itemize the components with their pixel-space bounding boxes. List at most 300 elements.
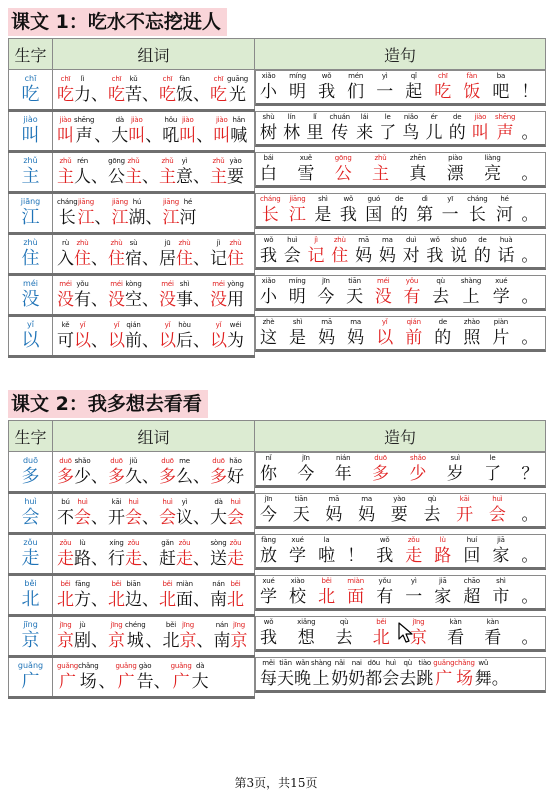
hanzi: 没 <box>374 286 392 307</box>
punctuation: 、 <box>142 508 159 528</box>
pinyin: dà <box>115 116 124 124</box>
ruby-char <box>348 658 365 690</box>
punctuation: 、 <box>193 249 210 269</box>
hanzi: 住 <box>108 249 125 269</box>
punctuation: 、 <box>142 290 159 310</box>
pinyin: méi <box>161 280 174 288</box>
pinyin: yǐ <box>215 321 222 329</box>
highlighted-char <box>289 194 306 226</box>
ruby-char <box>137 661 154 693</box>
ruby-char <box>317 276 334 308</box>
hanzi: 想 <box>297 627 315 648</box>
hanzi: 开 <box>108 508 125 528</box>
character-cell <box>9 70 53 111</box>
pinyin: chǎng <box>454 658 475 667</box>
ruby-char <box>159 538 176 570</box>
pinyin: shì <box>496 576 506 585</box>
character-pinyin: jiāng <box>20 197 41 206</box>
highlighted-char <box>108 456 125 488</box>
ruby-char <box>289 576 306 608</box>
hanzi: 吼 <box>162 126 180 146</box>
pinyin: huì <box>77 498 88 506</box>
pinyin: jiào <box>215 116 228 124</box>
hanzi: 走 <box>405 545 423 566</box>
highlighted-char <box>125 497 142 529</box>
hanzi: 送 <box>210 549 227 569</box>
pinyin: yì <box>381 72 388 80</box>
punctuation: 。 <box>521 163 539 184</box>
ruby-char <box>176 497 193 529</box>
header-character: 生字 <box>9 39 53 70</box>
hanzi: 的 <box>448 122 466 143</box>
pinyin: le <box>489 454 496 462</box>
pinyin: yǒu <box>378 576 391 585</box>
ruby-char <box>376 535 393 567</box>
ruby-char <box>260 576 277 608</box>
pinyin: jīng <box>59 621 72 629</box>
character-pinyin: zǒu <box>23 538 38 547</box>
pinyin: kòng <box>125 280 142 288</box>
hanzi: 没 <box>57 290 74 310</box>
ruby-char <box>289 71 306 103</box>
pinyin: huì <box>287 235 298 244</box>
pinyin: hé <box>183 198 193 206</box>
highlighted-char <box>472 112 489 144</box>
hanzi: 告 <box>136 672 154 692</box>
pinyin: piào <box>448 153 463 162</box>
pinyin: jīng <box>181 621 194 629</box>
pinyin: kāi <box>459 494 470 503</box>
pinyin: chī <box>162 74 173 83</box>
highlighted-char <box>162 197 179 229</box>
pinyin: jīn <box>301 454 310 462</box>
header-words: 组词 <box>53 421 255 452</box>
hanzi: 吃 <box>159 84 176 105</box>
character-cell <box>9 657 53 698</box>
pinyin: wǒ <box>263 617 274 626</box>
highlighted-char <box>57 115 74 147</box>
highlighted-char <box>489 494 506 526</box>
ruby-char <box>125 320 142 352</box>
pinyin: ba <box>496 72 506 80</box>
punctuation: 。 <box>521 504 539 525</box>
highlighted-char <box>405 535 422 567</box>
ruby-char <box>57 320 74 352</box>
hanzi: 我 <box>260 245 277 266</box>
pinyin: piàn <box>493 317 509 326</box>
hanzi: 对 <box>402 245 420 266</box>
ruby-char <box>463 535 480 567</box>
ruby-char <box>260 276 277 308</box>
ruby-char <box>74 538 91 570</box>
highlighted-char <box>433 658 454 690</box>
hanzi: 以 <box>376 327 394 348</box>
highlighted-char <box>108 620 125 652</box>
ruby-char <box>447 617 464 649</box>
pinyin: wéi <box>229 321 242 329</box>
pinyin: guó <box>367 194 381 203</box>
pinyin: mén <box>348 72 364 80</box>
hanzi: 吃 <box>210 84 227 105</box>
character: 没 <box>21 289 40 310</box>
punctuation: 、 <box>193 590 210 610</box>
hanzi: 主 <box>210 167 227 187</box>
ruby-char <box>260 112 277 144</box>
punctuation: 、 <box>91 167 108 187</box>
character-cell <box>9 534 53 575</box>
punctuation: 、 <box>142 84 159 105</box>
hanzi: 城 <box>126 631 144 651</box>
punctuation: 、 <box>91 249 108 269</box>
pinyin: zhēn <box>409 153 426 162</box>
ruby-char <box>347 71 364 103</box>
pinyin: jì <box>314 235 318 244</box>
pinyin: jiāng <box>289 194 306 203</box>
hanzi: 边 <box>125 590 142 610</box>
words-cell <box>53 316 255 357</box>
highlighted-char <box>128 115 145 147</box>
hanzi: 今 <box>297 464 315 484</box>
character: 北 <box>21 589 40 610</box>
pinyin: zhù <box>110 239 123 247</box>
pinyin: huí <box>466 535 477 544</box>
pinyin: miàn <box>176 580 193 588</box>
ruby-char <box>306 112 323 144</box>
pinyin: zhù <box>76 239 89 247</box>
pinyin: jū <box>164 239 171 247</box>
page-footer: 第3页，共15页 <box>234 776 318 790</box>
hanzi: 公 <box>334 163 352 184</box>
pinyin: duō <box>161 456 174 465</box>
table-row <box>9 534 546 575</box>
hanzi: 雪 <box>297 163 315 184</box>
hanzi: 吃 <box>57 84 74 105</box>
ruby-char <box>336 617 353 649</box>
ruby-char <box>426 235 443 267</box>
hanzi: 久 <box>125 466 142 487</box>
hanzi: 记 <box>307 245 325 266</box>
pinyin: jiào <box>59 116 72 124</box>
hanzi: 我 <box>339 204 357 225</box>
pinyin: jiào <box>474 112 487 121</box>
hanzi: 有 <box>403 286 421 307</box>
pinyin: kě <box>61 321 70 329</box>
pinyin: biān <box>126 580 141 588</box>
character: 叫 <box>21 125 40 146</box>
highlighted-char <box>159 320 176 352</box>
ruby-char <box>57 197 77 229</box>
hanzi: 会 <box>125 508 142 528</box>
pinyin: huì <box>162 498 173 506</box>
pinyin: lù <box>439 535 446 544</box>
hanzi: 片 <box>492 327 510 348</box>
hanzi: 意 <box>176 167 193 187</box>
highlighted-char <box>331 235 348 267</box>
pinyin: niǎo <box>403 112 418 121</box>
pinyin: jì <box>216 239 221 247</box>
hanzi: 大 <box>210 508 227 528</box>
highlighted-char <box>210 279 227 311</box>
hanzi: 北 <box>108 590 125 610</box>
pinyin: xué <box>262 576 275 585</box>
pinyin: fāng <box>75 580 90 588</box>
ruby-char <box>314 194 331 226</box>
hanzi: 力 <box>74 84 91 105</box>
ruby-char <box>434 317 451 349</box>
hanzi: 会 <box>488 504 506 525</box>
hanzi: 亮 <box>484 163 502 184</box>
hanzi: 会 <box>382 668 400 689</box>
punctuation: 、 <box>142 249 159 269</box>
hanzi: 妈 <box>358 504 376 525</box>
hanzi: 明 <box>289 82 307 102</box>
sentence-cell <box>255 575 546 611</box>
ruby-char <box>162 620 179 652</box>
pinyin: méi <box>110 280 123 288</box>
sentence-cell <box>255 657 546 693</box>
character-cell <box>9 275 53 316</box>
pinyin: wǒ <box>263 235 274 244</box>
hanzi: 以 <box>108 331 125 351</box>
words-cell <box>53 616 255 657</box>
ruby-char <box>365 194 382 226</box>
hanzi: 上 <box>312 668 330 689</box>
ruby-char <box>365 658 382 690</box>
pinyin: jīn <box>264 494 273 503</box>
words-cell <box>53 657 255 698</box>
hanzi: 今 <box>260 504 277 525</box>
ruby-char <box>111 115 128 147</box>
ruby-char <box>405 71 422 103</box>
punctuation: 、 <box>91 508 108 528</box>
table-row <box>9 193 546 234</box>
header-sentence: 造句 <box>255 39 546 70</box>
hanzi: 天 <box>292 504 310 525</box>
pinyin: bú <box>61 498 70 506</box>
pinyin: suì <box>450 454 460 462</box>
ruby-char <box>179 197 196 229</box>
ruby-char <box>57 497 74 529</box>
hanzi: 妈 <box>347 327 365 348</box>
pinyin: guǎng <box>57 662 79 670</box>
pinyin: dà <box>195 662 205 670</box>
ruby-char <box>289 535 306 567</box>
words-cell <box>53 493 255 534</box>
pinyin: míng <box>289 72 306 80</box>
ruby-char <box>260 71 277 103</box>
ruby-char <box>227 156 244 188</box>
punctuation: 、 <box>193 167 210 187</box>
hanzi: 人 <box>74 167 91 187</box>
punctuation: 、 <box>193 549 210 569</box>
hanzi: 住 <box>227 249 244 269</box>
pinyin: shàng <box>311 658 332 667</box>
hanzi: 居 <box>159 249 176 269</box>
hanzi: 入 <box>57 249 74 269</box>
ruby-char <box>78 661 98 693</box>
punctuation: 、 <box>142 549 159 569</box>
hanzi: 场 <box>79 672 97 692</box>
pinyin: shì <box>318 194 328 203</box>
character-cell <box>9 152 53 193</box>
punctuation: 、 <box>193 508 210 528</box>
ruby-char <box>210 538 227 570</box>
lesson-2-rows <box>9 452 546 698</box>
punctuation: 、 <box>145 208 163 228</box>
hanzi: 京 <box>230 631 248 651</box>
pinyin: lái <box>360 112 369 121</box>
sentence-cell <box>255 70 546 106</box>
punctuation: 、 <box>91 549 108 569</box>
hanzi: 超 <box>463 586 481 607</box>
pinyin: ma <box>350 317 361 326</box>
character-cell <box>9 234 53 275</box>
hanzi: 家 <box>492 545 510 566</box>
ruby-char <box>449 112 466 144</box>
pinyin: nián <box>336 454 351 462</box>
hanzi: 以 <box>210 331 227 351</box>
pinyin: yī <box>447 194 453 203</box>
lesson-1-title: 课文 1：吃水不忘挖进人 <box>8 8 227 36</box>
hanzi: 喊 <box>230 126 248 146</box>
hanzi: 好 <box>227 466 244 487</box>
punctuation: 、 <box>91 466 108 487</box>
hanzi: 妈 <box>355 245 373 266</box>
punctuation: 。 <box>521 286 539 307</box>
highlighted-char <box>373 617 390 649</box>
ruby-char <box>379 112 396 144</box>
sentence-cell <box>255 493 546 529</box>
ruby-char <box>475 658 492 690</box>
character-pinyin: duō <box>22 455 39 465</box>
pinyin: zhù <box>229 239 242 247</box>
hanzi: 北 <box>318 586 336 607</box>
hanzi: 每 <box>260 668 277 689</box>
ruby-char <box>210 497 227 529</box>
hanzi: 住 <box>331 245 349 266</box>
character: 主 <box>21 166 40 187</box>
pinyin: zǒu <box>127 539 140 547</box>
pinyin: cháng <box>467 194 488 203</box>
punctuation: 、 <box>142 466 159 487</box>
hanzi: 你 <box>260 464 277 484</box>
highlighted-char <box>213 115 230 147</box>
ruby-char <box>74 74 91 106</box>
pinyin: zhè <box>262 317 275 326</box>
ruby-char <box>318 535 335 567</box>
table-row <box>9 575 546 616</box>
pinyin: chī <box>213 74 224 83</box>
sentence-cell <box>255 452 546 488</box>
ruby-char <box>347 317 364 349</box>
lesson-2-table <box>8 420 546 699</box>
highlighted-char <box>108 320 125 352</box>
hanzi: 要 <box>390 504 408 525</box>
hanzi: 吃 <box>434 82 452 102</box>
hanzi: 大 <box>191 672 209 692</box>
hanzi: 这 <box>260 327 277 348</box>
hanzi: 京 <box>179 631 197 651</box>
ruby-char <box>318 71 335 103</box>
hanzi: 开 <box>456 504 474 525</box>
ruby-char <box>391 494 408 526</box>
ruby-char <box>492 576 509 608</box>
hanzi: 前 <box>125 331 142 351</box>
pinyin: guǎng <box>433 658 455 667</box>
hanzi: 要 <box>227 167 244 187</box>
hanzi: 有 <box>74 290 91 310</box>
pinyin: de <box>478 235 487 244</box>
ruby-char <box>297 153 314 185</box>
hanzi: 剧 <box>74 631 91 651</box>
pinyin: jīng <box>232 621 245 629</box>
ruby-char <box>74 620 91 652</box>
pinyin: zhù <box>178 239 191 247</box>
pinyin: qián <box>406 317 421 326</box>
mouse-pointer-icon <box>398 622 414 644</box>
pinyin: chuán <box>329 112 350 121</box>
ruby-char <box>125 456 142 488</box>
ruby-char <box>463 317 480 349</box>
punctuation: 。 <box>521 327 539 348</box>
pinyin: huì <box>128 498 139 506</box>
ruby-char <box>128 197 145 229</box>
hanzi: 少 <box>409 464 427 484</box>
highlighted-char <box>57 538 74 570</box>
highlighted-char <box>57 456 74 488</box>
pinyin: tiān <box>279 658 292 667</box>
punctuation: 。 <box>521 245 539 266</box>
hanzi: 吧 <box>492 82 510 102</box>
ruby-char <box>426 112 443 144</box>
punctuation: 、 <box>142 167 159 187</box>
hanzi: 的 <box>390 204 408 225</box>
ruby-char <box>329 112 349 144</box>
character: 广 <box>21 671 40 692</box>
ruby-char <box>402 112 419 144</box>
pinyin: chāo <box>463 576 480 585</box>
hanzi: 饭 <box>176 84 193 105</box>
ruby-char <box>74 156 91 188</box>
ruby-char <box>496 194 513 226</box>
ruby-char <box>293 494 310 526</box>
pinyin: yǐ <box>164 321 171 329</box>
ruby-char <box>260 658 277 690</box>
pinyin: hǒu <box>164 116 178 124</box>
character-pinyin: méi <box>23 279 38 288</box>
highlighted-char <box>108 74 125 106</box>
highlighted-char <box>230 620 247 652</box>
punctuation: 、 <box>91 590 108 610</box>
highlighted-char <box>456 494 473 526</box>
pinyin: měi <box>262 658 275 667</box>
ruby-char <box>176 579 193 611</box>
hanzi: 京 <box>57 631 74 651</box>
ruby-char <box>346 276 363 308</box>
highlighted-char <box>125 538 142 570</box>
hanzi: 晚 <box>294 668 311 689</box>
character-pinyin: yǐ <box>27 320 34 329</box>
table-row <box>9 111 546 152</box>
ruby-char <box>355 235 372 267</box>
pinyin: yì <box>181 498 188 506</box>
hanzi: 学 <box>260 586 277 607</box>
character: 会 <box>21 507 40 528</box>
ruby-char <box>461 276 481 308</box>
pinyin: jiāng <box>77 198 94 206</box>
pinyin: kàn <box>449 617 462 626</box>
pinyin: běi <box>162 580 173 588</box>
